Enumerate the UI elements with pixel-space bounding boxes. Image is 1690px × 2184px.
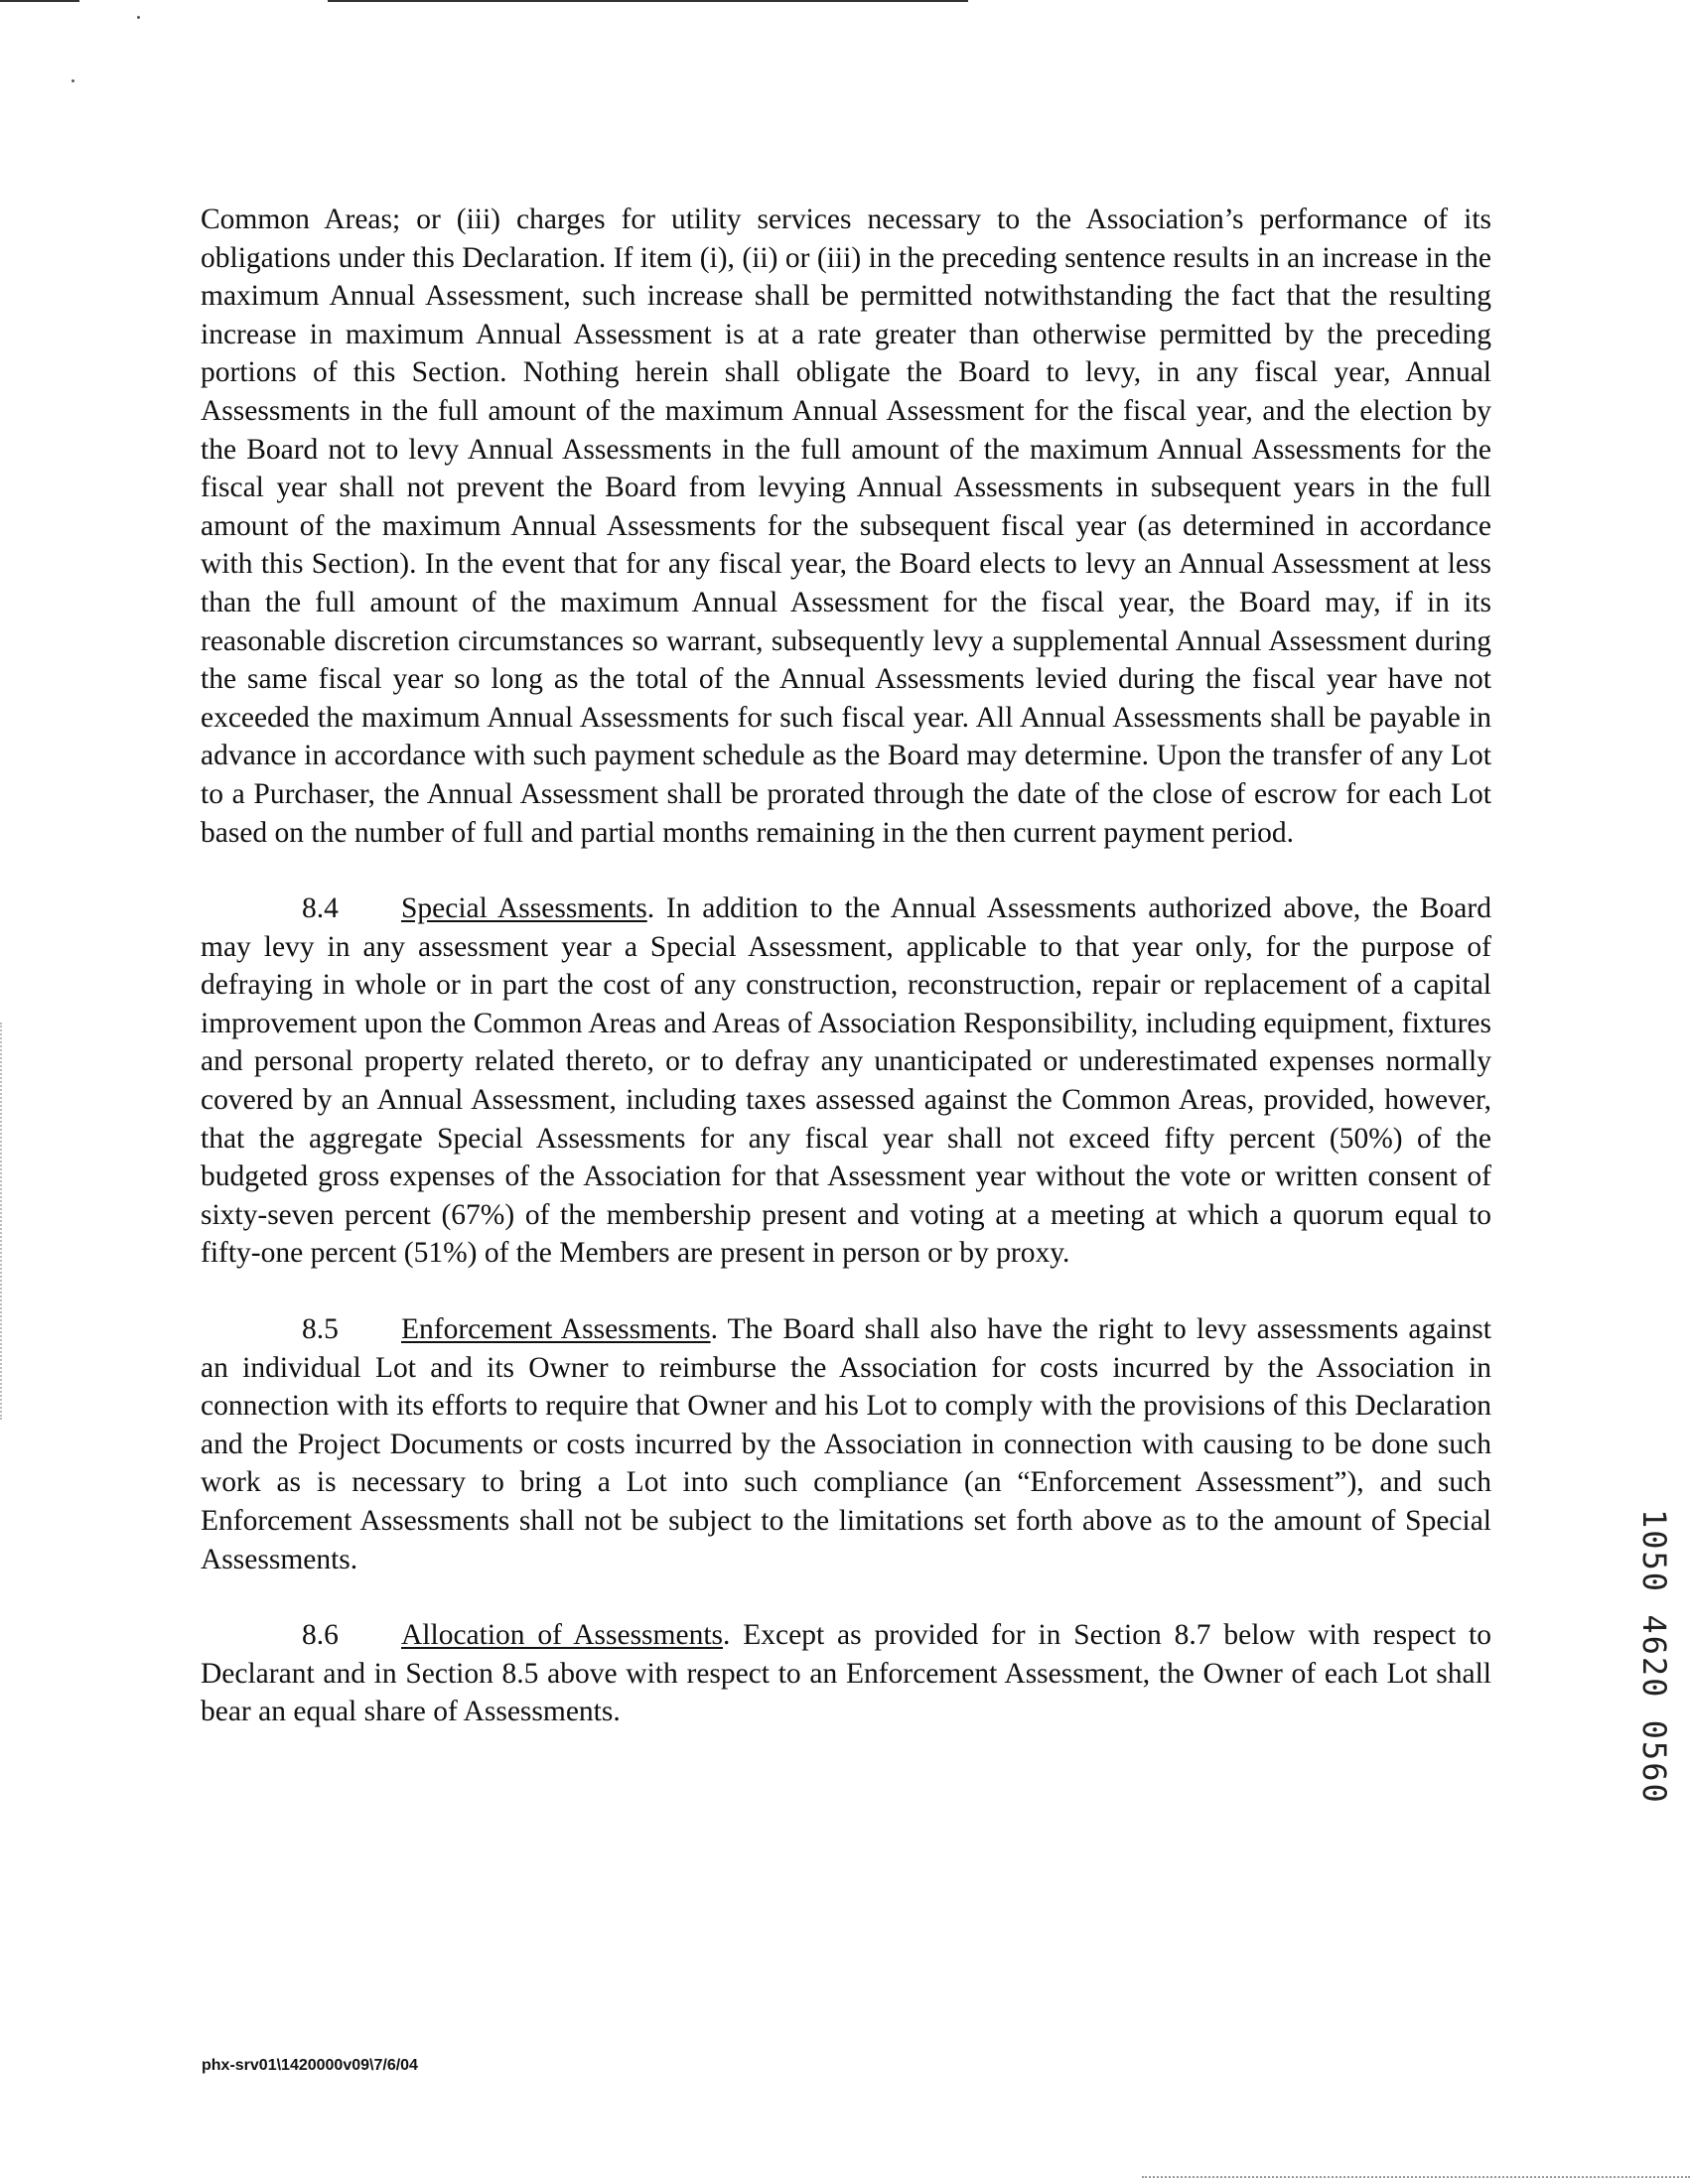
top-scan-rule: [328, 0, 968, 2]
section-text: . In addition to the Annual Assessments authorized above, the Board may levy in any assessment year a Special Assessment, applicable to that year only, for the purpose of defraying in whole or in part the cost of any construction, reconstruction, repair or replacement of a capital improvement upon the Common Areas and Areas of Association Responsibility, including equipment, fixtures and personal property related thereto, or to defray any unanticipated or underestimated expenses normally covered by an Annual Assessment, including taxes assessed against the Common Areas, provided, however, that the aggregate Special Assessments for any fiscal year shall not exceed fifty percent (50%) of the budgeted gross expenses of the Association for that Assessment year without the vote or written consent of sixty-seven percent (67%) of the membership present and voting at a meeting at which a quorum equal to fifty-one percent (51%) of the Members are present in person or by proxy.: [201, 892, 1491, 1270]
section-text: . Except as provided for in Section 8.7 below with respect to Declarant and in Section 8.5 above with respect to an Enforcement Assessment, the Owner of each Lot shall bear an equal share of Assessments.: [201, 1619, 1491, 1728]
scan-speck: [137, 16, 140, 19]
scan-speck: [71, 79, 74, 82]
top-scan-rule-left: [0, 0, 79, 2]
section-number: 8.4: [302, 892, 339, 925]
section-title: Enforcement Assessments: [401, 1313, 711, 1346]
left-edge-scan-marks: [0, 1023, 5, 1420]
continuation-paragraph: Common Areas; or (iii) charges for utility services necessary to the Association’s performance of its obligations under this Declaration. If item (i), (ii) or (iii) in the preceding sentence results in an increase in the maximum Annual Assessment, such increase shall be permitted notwithstanding the fact that the resulting increase in maximum Annual Assessment is at a rate greater than otherwise permitted by the preceding portions of this Section. Nothing herein shall obligate the Board to levy, in any fiscal year, Annual Assessments in the full amount of the maximum Annual Assessment for the fiscal year, and the election by the Board not to levy Annual Assessments in the full amount of the maximum Annual Assessments for the fiscal year shall not prevent the Board from levying Annual Assessments in subsequent years in the full amount of the maximum Annual Assessments for the subsequent fiscal year (as determined in accordance with this Section). In the event that for any fiscal year, the Board elects to levy an Annual Assessment at less than the full amount of the maximum Annual Assessment for the fiscal year, the Board may, if in its reasonable discretion circumstances so warrant, subsequently levy a supplemental Annual Assessment during the same fiscal year so long as the total of the Annual Assessments levied during the fiscal year have not exceeded the maximum Annual Assessments for such fiscal year. All Annual Assessments shall be payable in advance in accordance with such payment schedule as the Board may determine. Upon the transfer of any Lot to a Purchaser, the Annual Assessment shall be prorated through the date of the close of escrow for each Lot based on the number of full and partial months remaining in the then current payment period.: [201, 204, 1491, 849]
margin-recording-stamp: [1628, 1509, 1688, 1926]
section-number: 8.6: [302, 1619, 339, 1652]
bottom-scan-rule: [1142, 2176, 1690, 2180]
section-title: Allocation of Assessments: [401, 1619, 723, 1652]
section-number: 8.5: [302, 1313, 339, 1346]
section-8-4: [201, 889, 1491, 1273]
document-footer-code: phx-srv01\1420000v09\7/6/04: [202, 2057, 418, 2074]
section-text: . The Board shall also have the right to levy assessments against an individual Lot and its Owner to reimburse the Association for costs incurred by the Association in connection with its efforts to require that Owner and his Lot to comply with the provisions of this Declaration and the Project Documents or costs incurred by the Association in connection with causing to be done such work as is necessary to bring a Lot into such compliance (an “Enforcement Assessment”), and such Enforcement Assessments shall not be subject to the limitations set forth above as to the amount of Special Assessments.: [201, 1313, 1491, 1575]
section-8-5: [201, 1310, 1491, 1578]
section-8-6: [201, 1616, 1491, 1731]
document-body: [201, 201, 1491, 1769]
margin-stamp-text: 1050 4620 0560: [1635, 1509, 1673, 1805]
section-title: Special Assessments: [401, 892, 647, 925]
